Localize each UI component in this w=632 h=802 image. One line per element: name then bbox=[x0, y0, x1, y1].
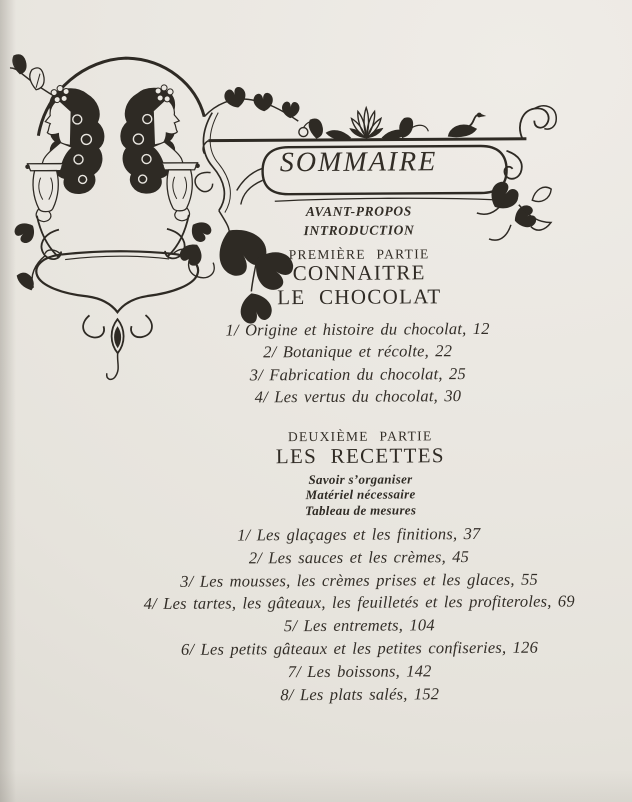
part2-title: LES RECETTES bbox=[275, 443, 445, 469]
toc-entry: 5/ Les entremets, 104 bbox=[283, 615, 435, 636]
swan-icon bbox=[448, 113, 486, 137]
toc-entry: 2/ Les sauces et les crèmes, 45 bbox=[248, 546, 470, 568]
berry-leaf-icon bbox=[299, 119, 323, 138]
page-edge-shadow bbox=[0, 0, 16, 802]
part2-subitems bbox=[70, 470, 632, 520]
part1-kicker: PREMIÈRE PARTIE bbox=[288, 246, 430, 263]
part1-entries bbox=[58, 317, 632, 410]
subitem: Tableau de mesures bbox=[305, 502, 417, 518]
subitem: Savoir s’organiser bbox=[308, 471, 413, 488]
toc-entry: 1/ Les glaçages et les finitions, 37 bbox=[237, 523, 481, 545]
toc-entry: 3/ Fabrication du chocolat, 25 bbox=[249, 363, 466, 385]
toc-entry: 4/ Les vertus du chocolat, 30 bbox=[254, 386, 462, 407]
part2-kicker: DEUXIÈME PARTIE bbox=[287, 428, 433, 445]
toc-entry: 8/ Les plats salés, 152 bbox=[280, 683, 440, 704]
front-matter-introduction: INTRODUCTION bbox=[303, 221, 415, 238]
part1-title-line1: CONNAITRE bbox=[292, 260, 426, 286]
toc-entry: 2/ Botanique et récolte, 22 bbox=[263, 341, 453, 362]
water-lily-icon bbox=[326, 107, 406, 139]
part2-entries bbox=[59, 522, 632, 708]
subitem: Matériel nécessaire bbox=[305, 486, 416, 503]
front-matter bbox=[69, 201, 632, 242]
part1-title bbox=[69, 260, 632, 311]
toc-entry: 3/ Les mousses, les crèmes prises et les glaces, 55 bbox=[180, 569, 538, 591]
toc-entry: 6/ Les petits gâteaux et les petites confiseries, 126 bbox=[180, 637, 539, 659]
part1-title-line2: LE CHOCOLAT bbox=[277, 283, 442, 309]
toc-entry: 4/ Les tartes, les gâteaux, les feuilletés et les profiteroles, 69 bbox=[143, 591, 575, 614]
leaf-icon bbox=[400, 118, 429, 138]
page-bottom-shade bbox=[0, 770, 632, 802]
page-title: SOMMAIRE bbox=[279, 146, 438, 179]
front-matter-avant-propos: AVANT-PROPOS bbox=[305, 203, 412, 220]
toc-entry: 7/ Les boissons, 142 bbox=[287, 661, 432, 681]
toc-entry: 1/ Origine et histoire du chocolat, 12 bbox=[225, 318, 490, 340]
